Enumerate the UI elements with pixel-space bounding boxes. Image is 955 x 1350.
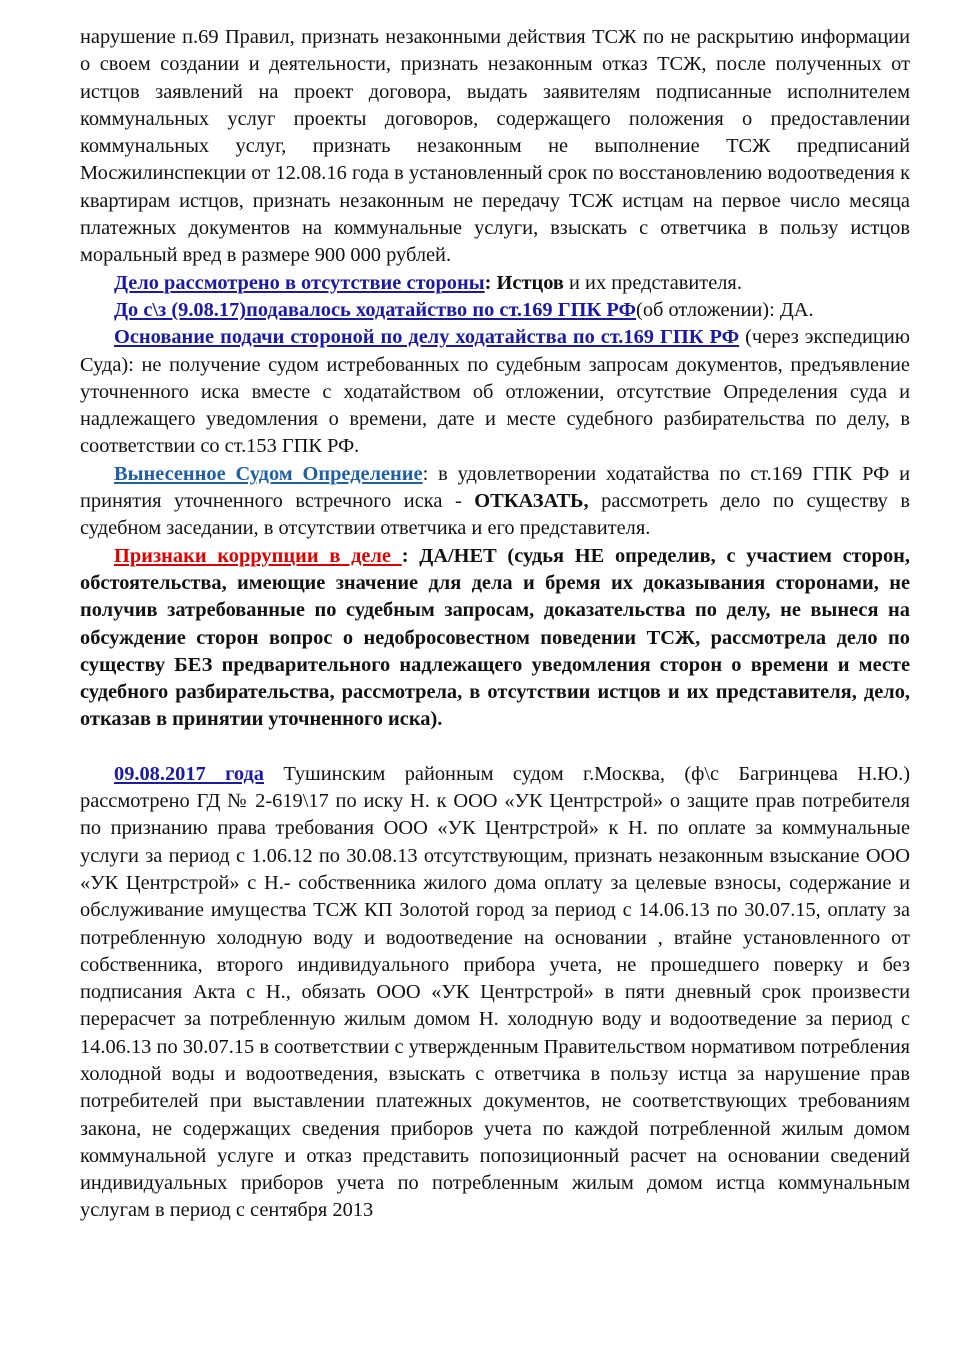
motion-grounds-label: Основание подачи стороной по делу ходатайства по ст.169 ГПК РФ [114,326,740,349]
motion-filed-label: До с\з (9.08.17)подавалось ходатайство по ст.169 ГПК РФ [114,298,637,321]
paragraph-motion-grounds [80,324,910,460]
paragraph-motion-filed [80,297,910,324]
paragraph-case-2 [80,761,910,1225]
absence-label: Дело рассмотрено в отсутствие стороны [114,271,485,294]
court-ruling-text2: рассмотреть дело по существу в судебном заседании, в отсутствии ответчика и его представителя. [80,490,910,540]
paragraph-claims-continued: нарушение п.69 Правил, признать незаконными действия ТСЖ по не раскрытию информации о своем создании и деятельности, признать незаконным отказ ТСЖ, после полученных от истцов заявлений на проект договора, выдать заявителям подписанные исполнителем коммунальных услуг проекты договоров, содержащего положения о предоставлении коммунальных услуг, признать незаконным не выполнение ТСЖ предписаний Мосжилинспекции от 12.08.16 года в установленный срок по восстановлению водоотведения к квартирам истцов, признать незаконным не передачу ТСЖ истцам на первое число месяца платежных документов на коммунальные услуги, взыскать с ответчика в пользу истцов моральный вред в размере 900 000 рублей. [80,26,910,267]
absence-party: Истцов [496,271,564,294]
paragraph-court-ruling [80,461,910,543]
absence-rest: и их представителя. [563,271,742,294]
court-ruling-refuse: ОТКАЗАТЬ, [474,490,589,513]
court-ruling-label: Вынесенное Судом Определение [114,462,423,485]
case-2-rest: Тушинским районным судом г.Москва, (ф\с Багринцева Н.Ю.) рассмотрено ГД № 2-619\17 по иску Н. к ООО «УК Центрстрой» о защите прав потребителя по признанию права требования ООО «УК Центрстрой» к Н. по оплате за коммунальные услуги за период с 1.06.12 по 30.08.13 отсутствующим, признать незаконным взыскание ООО «УК Центрстрой» с Н.- собственника жилого дома оплату за целевые взносы, содержание и обслуживание имущества ТСЖ КП Золотой город за период с 14.06.13 по 30.07.15, оплату за потребленную холодную воду и водоотведение на основании , втайне установленного от собственника, второго индивидуального прибора учета, не прошедшего поверку и без подписания Акта с Н., обязать ООО «УК Центрстрой» в пяти дневный срок произвести перерасчет за потребленную жилым домом Н. холодную воду и водоотведение за период с 14.06.13 по 30.07.15 в соответствии с утвержденным Правительством нормативом потребления холодной воды и водоотведения, взыскать с ответчика в пользу истца за нарушение прав потребителей при выставлении платежных документов, не соответствующих требованиям закона, не содержащих сведения приборов учета по каждой потребленной жилым домом коммунальной услуге и отказ представить попозиционный расчет на основании сведений индивидуальных приборов учета по потребленным жилым домом истца коммунальным услугам в период с сентября 2013 [80,762,910,1222]
corruption-label: Признаки коррупции в деле [114,544,402,567]
corruption-rest: : ДА/НЕТ (судья НЕ определив, с участием сторон, обстоятельства, имеющие значение для дела и бремя их доказывания сторонами, не получив затребованные по судебным запросам, доказательства по делу, не вынеся на обсуждение сторон вопрос о недобросовестном поведении ТСЖ, рассмотрела дело по существу БЕЗ предварительного надлежащего уведомления сторон о времени и месте судебного разбирательства, рассмотрела, в отсутствии истцов и их представителя, дело, отказав в принятии уточненного иска). [80,544,910,731]
motion-grounds-rest: (через экспедицию Суда): не получение судом истребованных по судебным запросам документов, предъявление уточненного иска вместе с ходатайством об отложении, отсутствие Определения суда и надлежащего уведомления о времени, дате и месте судебного разбирательства по делу, в соответствии со ст.153 ГПК РФ. [80,326,910,458]
motion-filed-rest: (об отложении): ДА. [636,298,814,321]
paragraph-gap [80,734,910,761]
case-2-date: 09.08.2017 года [114,762,265,785]
document-page [80,24,910,1225]
paragraph-corruption-signs [80,543,910,734]
paragraph-absence [80,270,910,297]
absence-colon: : [484,271,497,294]
court-ruling-text1: : в удовлетворении ходатайства по ст.169 ГПК РФ и принятия уточненного встречного иска - [80,462,910,513]
